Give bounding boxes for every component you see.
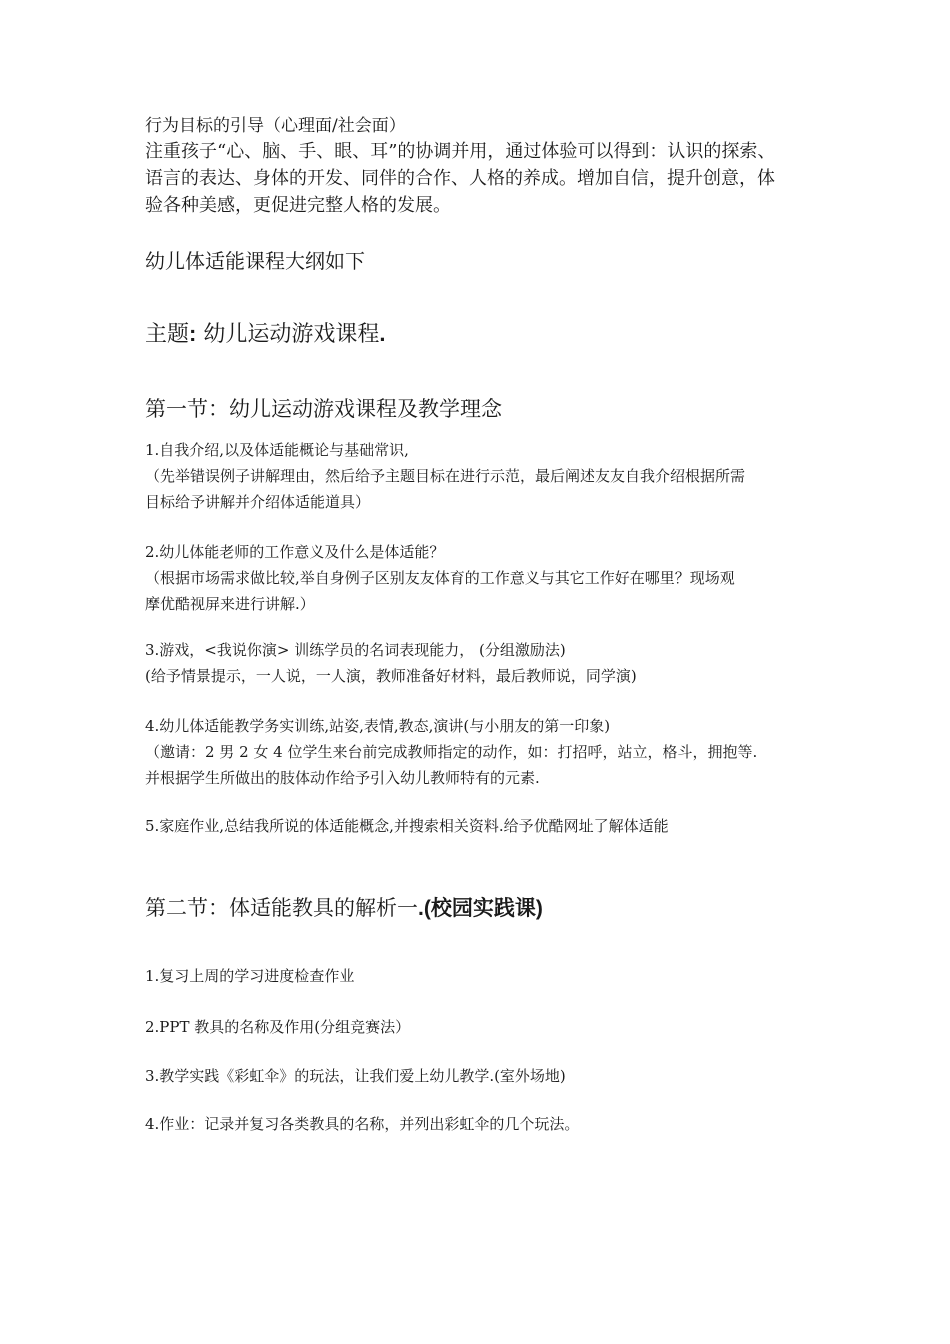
intro-line: 注重孩子“心、脑、手、眼、耳”的协调并用，通过体验可以得到：认识的探索、 [145,141,776,162]
theme-text: 幼儿运动游戏课程 [203,322,380,347]
theme-heading [145,318,815,351]
section-1-item-3 [145,637,815,689]
item-line: （根据市场需求做比较,举自身例子区别友友体育的工作意义与其它工作好在哪里？现场观 [145,569,735,587]
outline-heading: 幼儿体适能课程大纲如下 [145,249,365,273]
theme-prefix: 主题 [145,322,190,347]
item-line: 目标给予讲解并介绍体适能道具） [145,493,371,511]
section-1-item-5 [145,813,815,839]
item-line: (给予情景提示，一人说，一人演，教师准备好材料，最后教师说，同学演) [145,667,637,685]
section-2-item-1: 1.复习上周的学习进度检查作业 [145,967,355,985]
item-line: （先举错误例子讲解理由，然后给予主题目标在进行示范，最后阐述友友自我介绍根据所需 [145,467,746,485]
intro-heading: 行为目标的引导（心理面/社会面） [145,116,406,136]
item-line: 4.幼儿体适能教学务实训练,站姿,表情,教态,演讲(与小朋友的第一印象) [145,717,611,735]
section-2-item-4: 4.作业：记录并复习各类教具的名称，并列出彩虹伞的几个玩法。 [145,1115,580,1133]
section-2-item-2: 2.PPT 教具的名称及作用(分组竞赛法） [145,1018,411,1036]
item-line: 5.家庭作业,总结我所说的体适能概念,并搜索相关资料.给予优酷网址了解体适能 [145,817,669,835]
section-1-heading: 第一节：幼儿运动游戏课程及教学理念 [145,397,502,421]
item-line: 3.游戏，<我说你演> 训练学员的名词表现能力， (分组激励法) [145,641,566,659]
section-2-title-bold: .(校园实践课) [418,897,543,920]
item-line: 摩优酷视屏来进行讲解.） [145,595,315,613]
intro-line: 验各种美感，更促进完整人格的发展。 [145,195,451,216]
item-line: （邀请：2 男 2 女 4 位学生来台前完成教师指定的动作，如：打招呼，站立，格斗，拥抱等. [145,743,758,761]
section-1-item-2 [145,539,815,617]
item-line: 2.幼儿体能老师的工作意义及什么是体适能？ [145,543,445,561]
theme-dot: . [379,321,386,346]
intro-paragraph [145,138,815,219]
section-1-item-4 [145,713,815,791]
section-2-title-main: 第二节：体适能教具的解析一 [145,896,418,920]
item-line: 1.自我介绍,以及体适能概论与基础常识, [145,441,409,459]
section-2-heading [145,893,815,924]
theme-colon: : [189,321,197,346]
section-1-item-1 [145,437,815,515]
section-2-item-3: 3.教学实践《彩虹伞》的玩法，让我们爱上幼儿教学.(室外场地) [145,1067,566,1085]
item-line: 并根据学生所做出的肢体动作给予引入幼儿教师特有的元素. [145,769,540,787]
intro-line: 语言的表达、身体的开发、同伴的合作、人格的养成。增加自信，提升创意，体 [145,168,775,189]
